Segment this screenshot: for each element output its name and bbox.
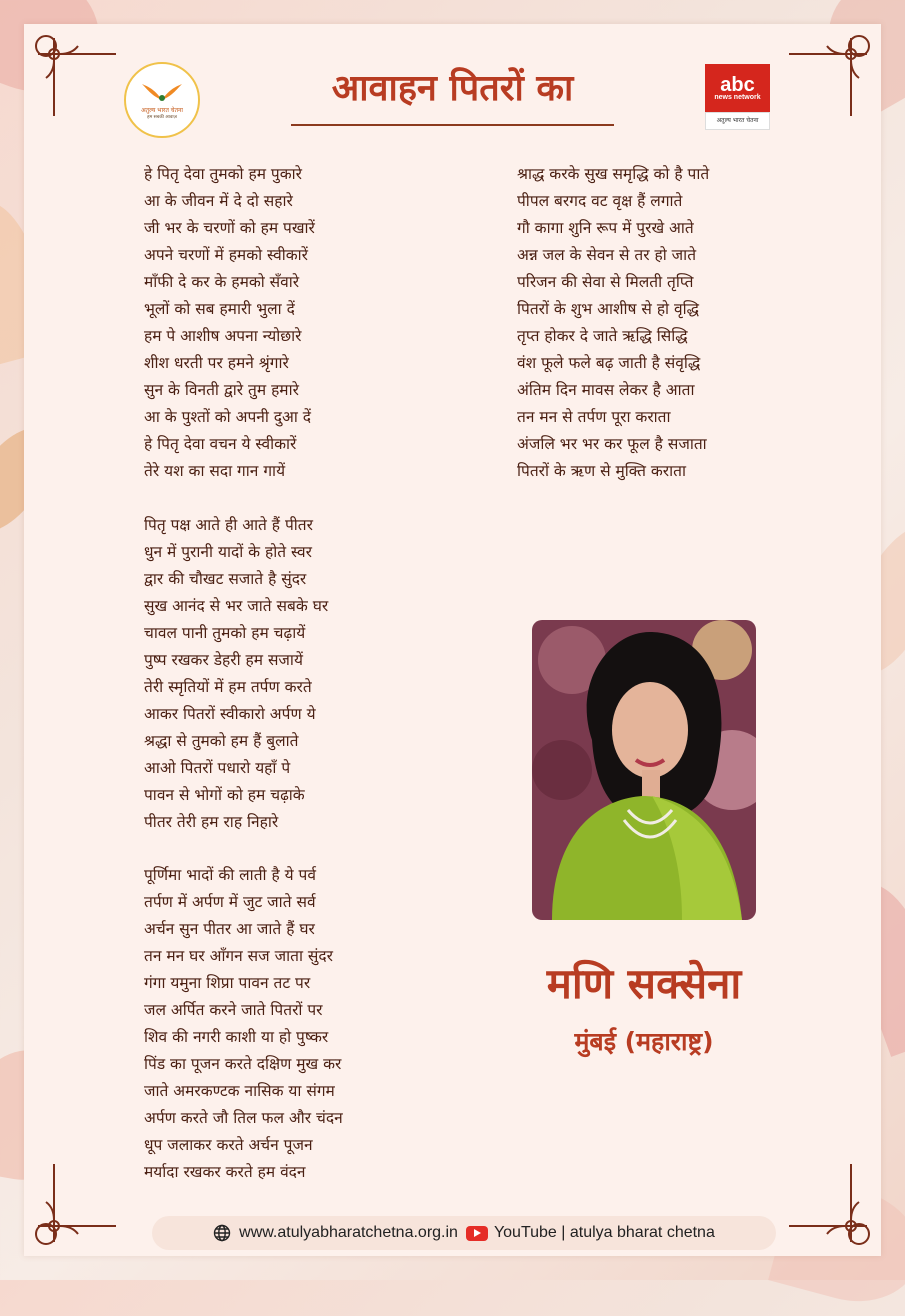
poem-card [24,24,881,1256]
poem-stanza-1 [144,161,315,485]
corner-ornament [32,1158,122,1248]
poem-line: आ के जीवन में दे दो सहारे [144,192,293,210]
logo-tagline: हम सबकी आवाज़ [147,115,177,120]
poem-line: अंजलि भर भर कर फूल है सजाता [517,435,707,453]
poem-line: शिव की नगरी काशी या हो पुष्कर [144,1028,329,1046]
poem-line: श्राद्ध करके सुख समृद्धि को है पाते [517,165,710,183]
eagle-wings-icon [140,80,184,104]
poem-line: तेरी स्मृतियों में हम तर्पण करते [144,678,312,696]
author-location: मुंबई (महाराष्ट्र) [574,1027,714,1056]
poem-line: जाते अमरकण्टक नासिक या संगम [144,1082,335,1100]
poem-line: चावल पानी तुमको हम चढ़ायें [144,624,306,642]
logo-network-text: news network [714,93,761,101]
footer-bar [152,1216,776,1250]
poem-line: हम पे आशीष अपना न्योछारे [144,327,302,345]
logo-abc-text: abc [720,73,755,96]
poem-line: पुष्प रखकर डेहरी हम सजायें [144,651,303,669]
poem-line: आओ पितरों पधारो यहाँ पे [144,759,291,777]
poem-line: गंगा यमुना शिप्रा पावन तट पर [144,974,311,992]
poem-line: गौ कागा शुनि रूप में पुरखे आते [517,219,694,237]
poem-line: मर्यादा रखकर करते हम वंदन [144,1163,306,1181]
poem-line: अपने चरणों में हमको स्वीकारें [144,246,308,264]
abc-news-network-logo [705,64,770,128]
poem-line: द्वार की चौखट सजाते है सुंदर [144,570,307,588]
poem-line: आकर पितरों स्वीकारो अर्पण ये [144,705,316,723]
poem-line: पीतर तेरी हम राह निहारे [144,813,279,831]
poem-line: तन मन से तर्पण पूरा कराता [517,408,671,426]
poem-line: परिजन की सेवा से मिलती तृप्ति [517,273,694,291]
poem-line: अन्न जल के सेवन से तर हो जाते [517,246,697,264]
poem-line: पितरों के शुभ आशीष से हो वृद्धि [517,300,700,318]
author-photo [532,620,756,920]
poem-line: जी भर के चरणों को हम पखारें [144,219,315,237]
poem-line: अर्पण करते जौ तिल फल और चंदन [144,1109,343,1127]
logo-strip-text: अतुल्य भारत चेतना [705,112,770,130]
poem-stanza-3 [144,862,343,1186]
poem-line: जल अर्पित करने जाते पितरों पर [144,1001,323,1019]
poem-line: अंतिम दिन मावस लेकर है आता [517,381,695,399]
poem-line: पितरों के ऋण से मुक्ति कराता [517,462,686,480]
youtube-icon [466,1226,488,1241]
poem-line: पिंड का पूजन करते दक्षिण मुख कर [144,1055,342,1073]
poem-line: तृप्त होकर दे जाते ऋद्धि सिद्धि [517,327,688,345]
poem-line: पावन से भोगों को हम चढ़ाके [144,786,305,804]
poem-line: आ के पुश्तों को अपनी दुआ दें [144,408,312,426]
poem-stanza-4 [517,161,709,485]
poem-line: श्रद्धा से तुमको हम हैं बुलाते [144,732,299,750]
corner-ornament [783,1158,873,1248]
poem-line: पूर्णिमा भादों की लाती है ये पर्व [144,866,316,884]
poem-line: तन मन घर आँगन सज जाता सुंदर [144,947,333,965]
website-link[interactable]: www.atulyabharatchetna.org.in [239,1224,458,1241]
atulya-bharat-chetna-logo [124,62,200,138]
poem-line: धुन में पुरानी यादों के होते स्वर [144,543,312,561]
poem-title: आवाहन पितरों का [331,68,574,109]
author-name: मणि सक्सेना [546,959,742,1008]
poem-line: तर्पण में अर्पण में जुट जाते सर्व [144,893,316,911]
poem-line: माँफी दे कर के हमको सँवारे [144,273,300,291]
logo-name: अतुल्य भारत चेतना [141,107,183,114]
poem-line: सुख आनंद से भर जाते सबके घर [144,597,329,615]
globe-icon [213,1224,231,1242]
poem-line: अर्चन सुन पीतर आ जाते हैं घर [144,920,315,938]
poem-line: धूप जलाकर करते अर्चन पूजन [144,1136,313,1154]
youtube-link[interactable]: YouTube | atulya bharat chetna [493,1224,715,1241]
poem-line: हे पितृ देवा वचन ये स्वीकारें [144,435,297,453]
title-underline [291,124,614,126]
poem-stanza-2 [144,512,328,836]
poem-line: पितृ पक्ष आते ही आते हैं पीतर [144,516,313,534]
poem-line: पीपल बरगद वट वृक्ष हैं लगाते [517,192,683,210]
corner-ornament [32,32,122,122]
poem-line: शीश धरती पर हमने श्रृंगारे [144,354,289,372]
corner-ornament [783,32,873,122]
poem-line: वंश फूले फले बढ़ जाती है संवृद्धि [517,354,701,372]
poem-line: तेरे यश का सदा गान गायें [144,462,286,480]
poem-line: हे पितृ देवा तुमको हम पुकारे [144,165,302,183]
poem-line: भूलों को सब हमारी भुला दें [144,300,295,318]
poem-line: सुन के विनती द्वारे तुम हमारे [144,381,299,399]
